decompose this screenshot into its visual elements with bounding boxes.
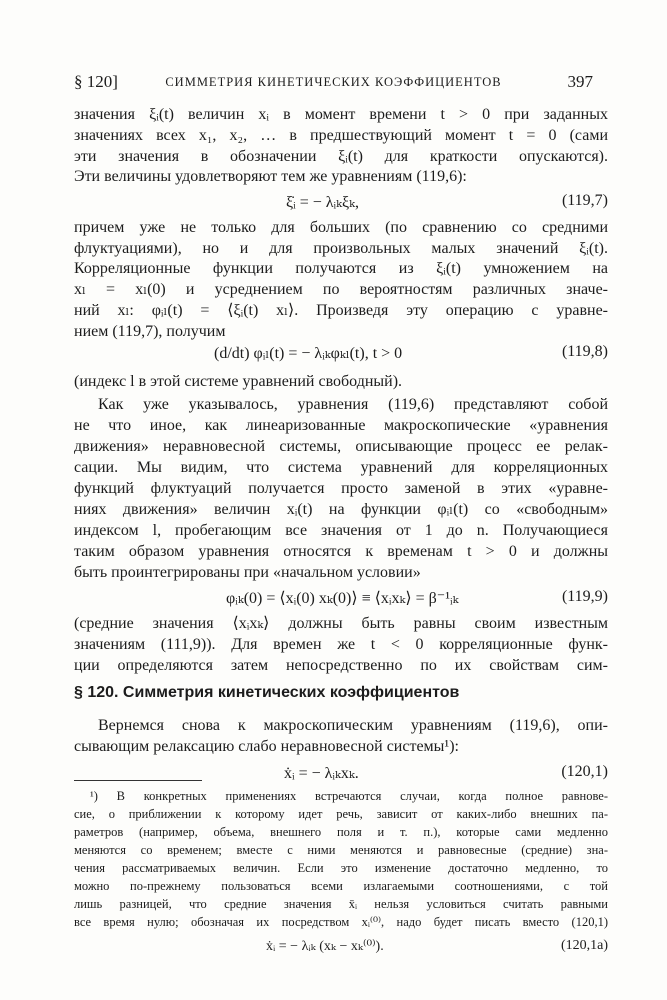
equation-119-8: [74, 343, 608, 365]
text-line: значениях всех x₁, x₂, … в предшествующий момент t = 0 (сами: [74, 127, 608, 144]
text-line: (средние значения ⟨xᵢxₖ⟩ должны быть равны своим известным: [74, 615, 608, 632]
text-line: xₗ = xₗ(0) и усреднением по вероятностям различных значе-: [74, 281, 608, 298]
text-line: функций флуктуаций получается просто заменой в этих «уравне-: [74, 480, 608, 497]
text-line: Вернемся снова к макроскопическим уравнениям (119,6), опи-: [98, 717, 608, 734]
footnote-line: сие, о приближении к которому идет речь, зависит от каких-либо внешних па-: [74, 807, 608, 821]
equation-formula: (d/dt) φᵢₗ(t) = − λᵢₖφₖₗ(t), t > 0: [214, 345, 403, 362]
text-line: сации. Мы видим, что система уравнений для корреляционных: [74, 459, 608, 476]
footnote-line: все время нулю; обозначая их посредством xᵢ⁽⁰⁾, надо будет писать вместо (120,1): [74, 915, 608, 929]
equation-120-1: [74, 763, 608, 785]
running-header: [74, 72, 593, 96]
text-line: причем уже не только для больших (по сравнению со средними: [74, 219, 608, 236]
text-line: не что иное, как линеаризованные макроскопические «уравнения: [74, 417, 608, 434]
equation-formula: ẋᵢ = − λᵢₖ (xₖ − xₖ⁽⁰⁾).: [266, 939, 384, 954]
text-line: эти значения в обозначении ξᵢ(t) для краткости опускаются).: [74, 148, 608, 165]
text-line: индексом l, пробегающим все значения от 1 до n. Получающиеся: [74, 522, 608, 539]
footnote-line: раметров (например, объема, внешнего поля и т. п.), которые сами медленно: [74, 825, 608, 839]
footnote-line: ¹) В конкретных применениях встречаются случаи, когда полное равнове-: [90, 789, 608, 803]
header-title: СИММЕТРИЯ КИНЕТИЧЕСКИХ КОЭФФИЦИЕНТОВ: [165, 75, 502, 89]
text-line: таким образом уравнения относятся к временам t > 0 и должны: [74, 543, 608, 560]
footnote-line: можно по-прежнему пользоваться всеми излагаемыми соотношениями, с той: [74, 879, 608, 893]
equation-number: (120,1a): [560, 938, 608, 953]
equation-120-1a: [74, 938, 608, 960]
equation-number: (119,7): [561, 192, 608, 209]
text-line: ний xₗ: φᵢₗ(t) = ⟨ξᵢ(t) xₗ⟩. Произведя эту операцию с уравне-: [74, 302, 608, 319]
header-section: § 120]: [74, 72, 118, 91]
text-line: Корреляционные функции получаются из ξᵢ(t) умножением на: [74, 260, 608, 277]
equation-119-9: [74, 588, 608, 610]
page-number: 397: [567, 72, 593, 91]
footnote-rule: [74, 780, 202, 781]
text-line: ции определяются затем непосредственно по их свойствам сим-: [74, 657, 608, 674]
text-line: нием (119,7), получим: [74, 323, 226, 340]
text-line: сывающим релаксацию слабо неравновесной системы¹):: [74, 738, 459, 755]
section-heading: § 120. Симметрия кинетических коэффициентов: [74, 684, 460, 701]
equation-119-7: [74, 192, 608, 214]
equation-number: (119,9): [561, 588, 608, 605]
footnote-line: лишь разницей, что средние значения x̄ᵢ нельзя условиться считать равными: [74, 897, 608, 911]
equation-number: (120,1): [561, 763, 608, 780]
text-line: значения ξᵢ(t) величин xᵢ в момент времени t > 0 при заданных: [74, 106, 608, 123]
equation-formula: ẋᵢ = − λᵢₖxₖ.: [284, 765, 359, 782]
text-line: значениям (111,9)). Для времен же t < 0 корреляционные функ-: [74, 636, 608, 653]
footnote-line: меняются со временем; вместе с ними меняются и равновесные (средние) зна-: [74, 843, 608, 857]
equation-formula: ξ̇ᵢ = − λᵢₖξₖ,: [286, 194, 359, 211]
text-line: движения» неравновесной системы, описывающие процесс ее релак-: [74, 438, 608, 455]
text-line: ниях движения» величин xᵢ(t) на функции φᵢₗ(t) со «свободным»: [74, 501, 608, 518]
text-line: Эти величины удовлетворяют тем же уравнениям (119,6):: [74, 168, 467, 185]
text-line: быть проинтегрированы при «начальном условии»: [74, 564, 421, 581]
text-line: флуктуациями), но и для произвольных малых значений ξᵢ(t).: [74, 240, 608, 257]
equation-formula: φᵢₖ(0) = ⟨xᵢ(0) xₖ(0)⟩ ≡ ⟨xᵢxₖ⟩ = β⁻¹ᵢₖ: [226, 590, 459, 607]
equation-number: (119,8): [561, 343, 608, 360]
footnote-line: чения рассматриваемых величин. Если это изменение достаточно медленно, то: [74, 861, 608, 875]
text-line: (индекс l в этой системе уравнений свободный).: [74, 373, 403, 390]
text-line: Как уже указывалось, уравнения (119,6) представляют собой: [98, 396, 608, 413]
